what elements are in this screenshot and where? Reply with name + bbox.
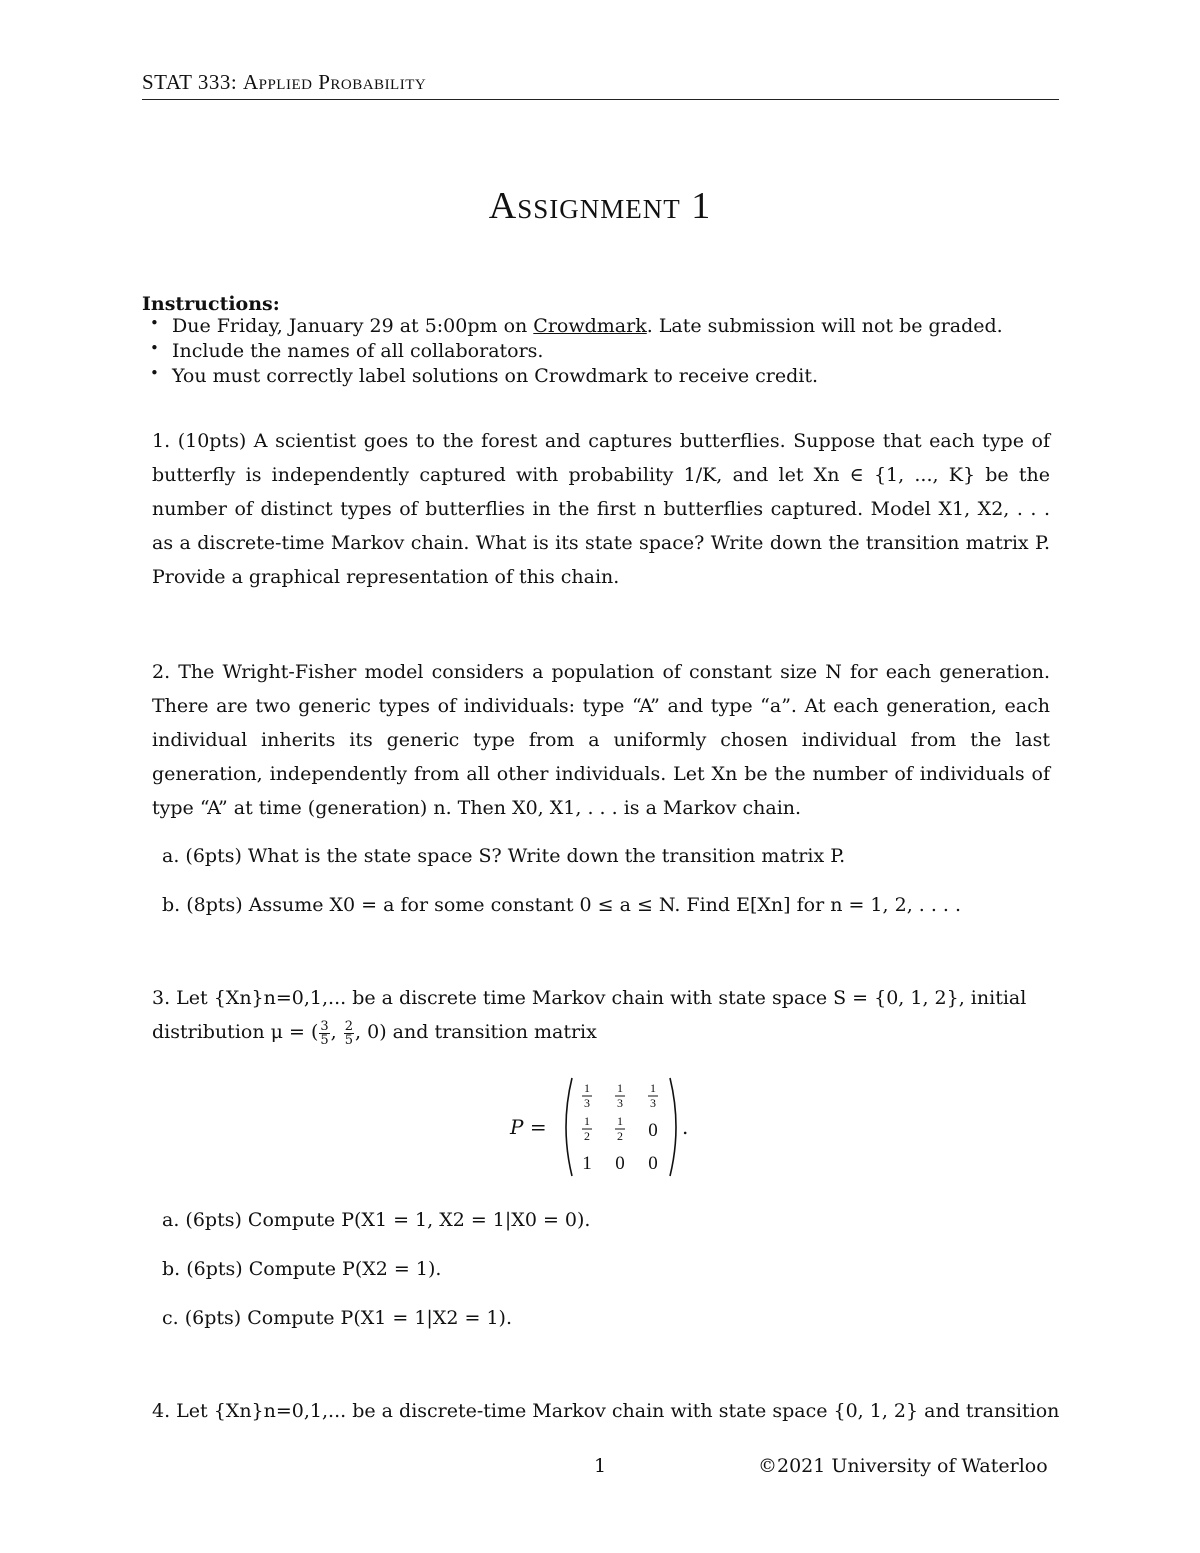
matrix-cell: 2: [584, 1129, 590, 1143]
matrix-cell: 1: [582, 1153, 592, 1174]
instructions-list: [150, 314, 1003, 389]
instruction-item: • Due Friday, January 29 at 5:00pm on Crowdmark. Late submission will not be graded.: [150, 314, 1003, 339]
mu-fraction: $\frac{3}{5}$: [320, 1018, 329, 1048]
matrix-cell: 3: [617, 1096, 623, 1110]
matrix-cell: 1: [584, 1114, 590, 1128]
question-3-intro: 3. Let {Xn}n=0,1,... be a discrete time Markov chain with state space S = {0, 1, 2}, initial: [152, 987, 1027, 1009]
page-number: 1: [594, 1455, 607, 1477]
matrix-cell: 0: [648, 1120, 658, 1141]
question-2b: b. (8pts) Assume X0 = a for some constant 0 ≤ a ≤ N. Find E[Xn] for n = 1, 2, . . . .: [162, 894, 962, 916]
course-code: STAT 333:: [142, 70, 243, 94]
document-page: STAT 333: Applied Probability Assignment 1 Instructions: • Due Friday, January 29 at 5:00pm on Crowdmark. Late submission will not be graded. • Include the names of all collaborators. • You must correctly label solutions on Crowdmark to receive credit. 1. (10pts) A scientist goes to the forest and captures butterflies. Suppose that each type of butterfly is independently captured with probability 1/K, and let Xn ∈ {1, ..., K} be the number of distinct types of butterflies in the first n butterflies captured. Model X1, X2, . . . as a discrete-time Markov chain. What is its state space? Write down the transition matrix P. Provide a graphical representation of this chain. 2. The Wright-Fisher model considers a population of constant size N for each generation. There are two generic types of individuals: type “A” and type “a”. At each generation, each individual inherits its generic type from a uniformly chosen individual from the last generation, independently from all other individuals. Let Xn be the number of individuals of type “A” at time (generation) n. Then X0, X1, . . . is a Markov chain. a. (6pts) What is the state space S? Write down the transition matrix P. b. (8pts) Assume X0 = a for some constant 0 ≤ a ≤ N. Find E[Xn] for n = 1, 2, . . . . 3. Let {Xn}n=0,1,... be a discrete time Markov chain with state space S = {0, 1, 2}, initial distribution μ = ( $\frac{3}{5}$ , $\frac{2}{5}$ , 0) and transition matrix P = 1 3 1 3 1 3 1 2 1 2 0 1 0 0 . a. (6pts) Compute P(X1 = 1, X2 = 1|X0 = 0). b. (6pts) Compute P(X2 = 1). c. (6pts) Compute P(X1 = 1|X2 = 1). 4. Let {Xn}n=0,1,... be a discrete-time Markov chain with state space {0, 1, 2} and transition 1 ©2021 University of Waterloo: [0, 0, 1200, 1553]
matrix-body: [562, 1075, 680, 1180]
matrix-cell: 1: [617, 1081, 623, 1095]
copyright-notice: ©2021 University of Waterloo: [758, 1455, 1048, 1477]
running-header: [142, 70, 1059, 100]
question-2a: a. (6pts) What is the state space S? Write down the transition matrix P.: [162, 845, 846, 867]
question-1: 1. (10pts) A scientist goes to the forest and captures butterflies. Suppose that each type of butterfly is independently captured with probability 1/K, and let Xn ∈ {1, ..., K} be the number of distinct types of butterflies in the first n butterflies captured. Model X1, X2, . . . as a discrete-time Markov chain. What is its state space? Write down the transition matrix P. Provide a graphical representation of this chain.: [152, 430, 1050, 588]
course-subject: Applied Probability: [242, 70, 427, 94]
matrix-right-paren: [670, 1078, 676, 1176]
instruction-item: • Include the names of all collaborators.: [150, 339, 1003, 364]
matrix-cell: 1: [650, 1081, 656, 1095]
matrix-row: [582, 1081, 658, 1110]
assignment-title: Assignment 1: [488, 185, 712, 227]
question-3-distribution: distribution μ = ( $\frac{3}{5}$ , $\frac{2}{5}$ , 0) and transition matrix: [152, 1018, 597, 1048]
crowdmark-link[interactable]: Crowdmark: [533, 315, 647, 337]
question-3b: b. (6pts) Compute P(X2 = 1).: [162, 1258, 442, 1280]
matrix-row: [582, 1114, 658, 1143]
matrix-cell: 3: [650, 1096, 656, 1110]
question-2: 2. The Wright-Fisher model considers a population of constant size N for each generation. There are two generic types of individuals: type “A” and type “a”. At each generation, each individual inherits its generic type from a uniformly chosen individual from the last generation, independently from all other individuals. Let Xn be the number of individuals of type “A” at time (generation) n. Then X0, X1, . . . is a Markov chain.: [152, 661, 1050, 819]
instructions-heading: Instructions:: [142, 293, 280, 315]
question-3a: a. (6pts) Compute P(X1 = 1, X2 = 1|X0 = 0).: [162, 1209, 591, 1231]
matrix-lhs: P =: [510, 1115, 547, 1139]
question-4: 4. Let {Xn}n=0,1,... be a discrete-time Markov chain with state space {0, 1, 2} and transition: [152, 1400, 1060, 1422]
matrix-cell: 0: [615, 1153, 625, 1174]
matrix-cell: 0: [648, 1153, 658, 1174]
question-3c: c. (6pts) Compute P(X1 = 1|X2 = 1).: [162, 1307, 512, 1329]
matrix-left-paren: [566, 1078, 572, 1176]
matrix-cell: 1: [617, 1114, 623, 1128]
matrix-row: [582, 1153, 658, 1174]
matrix-cell: 3: [584, 1096, 590, 1110]
mu-fraction: $\frac{2}{5}$: [344, 1018, 354, 1048]
matrix-cell: 1: [584, 1081, 590, 1095]
matrix-cell: 2: [617, 1129, 623, 1143]
instruction-item: • You must correctly label solutions on Crowdmark to receive credit.: [150, 364, 1003, 389]
